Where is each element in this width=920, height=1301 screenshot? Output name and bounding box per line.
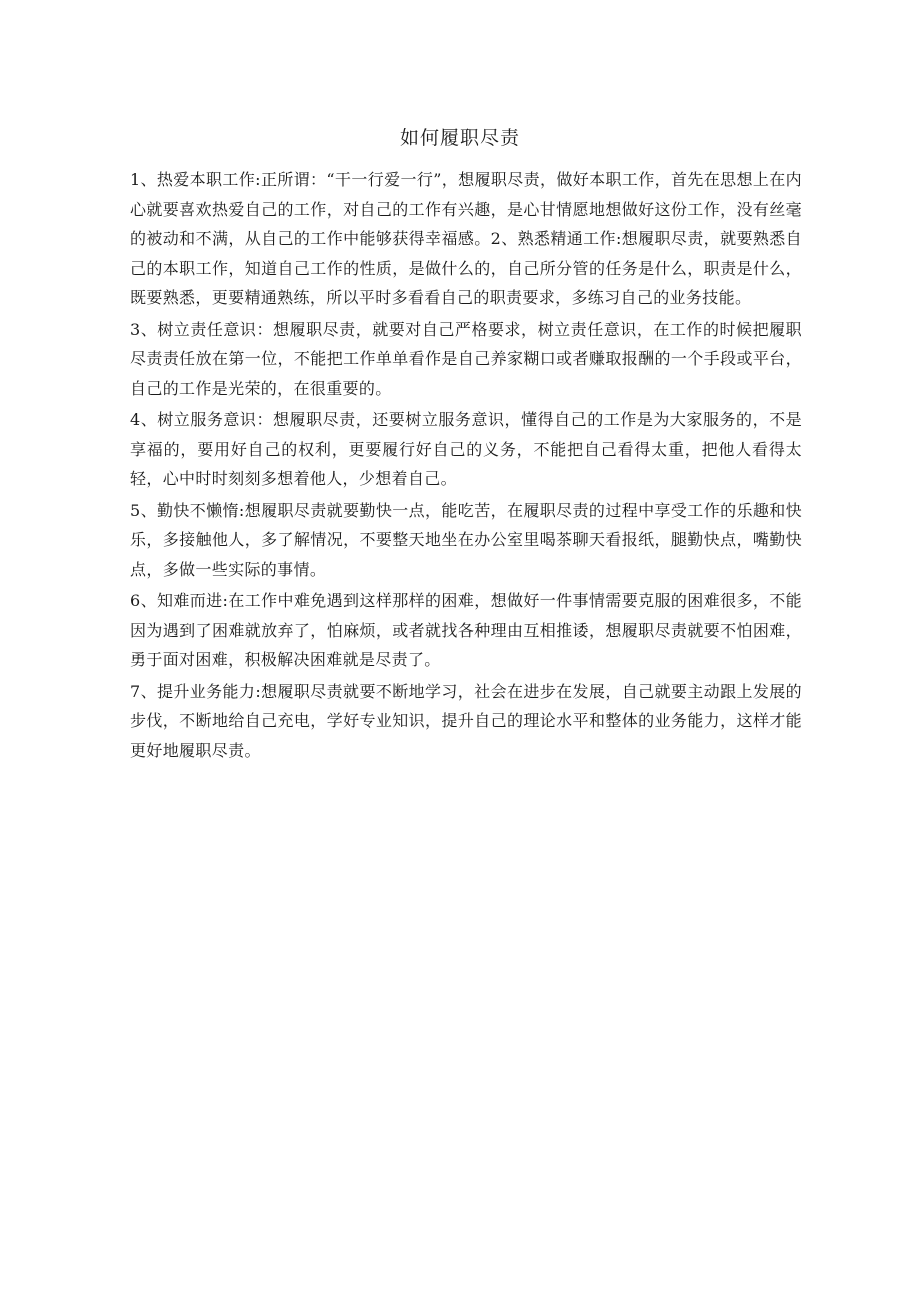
paragraph-7: 7、提升业务能力:想履职尽责就要不断地学习，社会在进步在发展，自己就要主动跟上发展的步伐，不断地给自己充电，学好专业知识，提升自己的理论水平和整体的业务能力，这样才能更好地履职尽责。: [130, 681, 802, 760]
document-body: [130, 165, 802, 767]
paragraph-4: 4、树立服务意识：想履职尽责，还要树立服务意识，懂得自己的工作是为大家服务的，不是享福的，要用好自己的权利，更要履行好自己的义务，不能把自己看得太重，把他人看得太轻，心中时时刻刻多想着他人，少想着自己。: [130, 410, 802, 488]
paragraph-3: 3、树立责任意识：想履职尽责，就要对自己严格要求，树立责任意识，在工作的时候把履职尽责责任放在第一位，不能把工作单单看作是自己养家糊口或者赚取报酬的一个手段或平台，自己的工作是光荣的，在很重要的。: [130, 319, 802, 398]
paragraph-1: 1、热爱本职工作:正所谓：“干一行爱一行”，想履职尽责，做好本职工作，首先在思想上在内心就要喜欢热爱自己的工作，对自己的工作有兴趣，是心甘情愿地想做好这份工作，没有丝毫的被动和不满，从自己的工作中能够获得幸福感。2、熟悉精通工作:想履职尽责，就要熟悉自己的本职工作，知道自己工作的性质，是做什么的，自己所分管的任务是什么，职责是什么，既要熟悉，更要精通熟练，所以平时多看看自己的职责要求，多练习自己的业务技能。: [130, 170, 802, 307]
document-title: 如何履职尽责: [399, 127, 520, 149]
paragraph-6: 6、知难而进:在工作中难免遇到这样那样的困难，想做好一件事情需要克服的困难很多，不能因为遇到了困难就放弃了，怕麻烦，或者就找各种理由互相推诿，想履职尽责就要不怕困难，勇于面对困难，积极解决困难就是尽责了。: [130, 591, 802, 669]
paragraph-5: 5、勤快不懒惰:想履职尽责就要勤快一点，能吃苦，在履职尽责的过程中享受工作的乐趣和快乐，多接触他人，多了解情况，不要整天地坐在办公室里喝茶聊天看报纸，腿勤快点，嘴勤快点，多做一些实际的事情。: [130, 500, 802, 579]
